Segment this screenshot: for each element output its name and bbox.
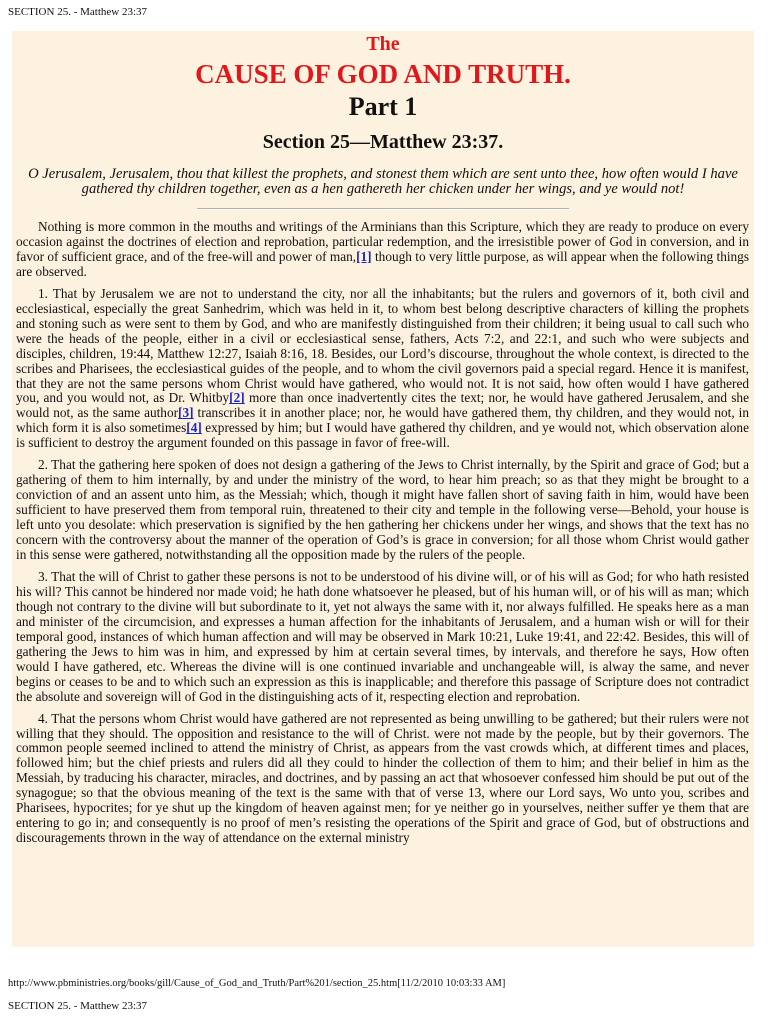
epigraph-end: ! — [679, 181, 685, 197]
document-page — [12, 31, 754, 947]
paragraph-text: though to very little purpose, as will appear when the following things are observed. — [16, 248, 750, 279]
footnote-link-4[interactable]: [4] — [186, 420, 202, 436]
paragraph-text: expressed by him; but I would have gathered thy children, and ye would not, which observation alone is sufficient to destroy the argument founded on this passage in favor of free-will. — [16, 420, 749, 451]
footnote-link-3[interactable]: [3] — [178, 405, 194, 421]
running-header-top: SECTION 25. - Matthew 23:37 — [8, 6, 148, 18]
paragraph-point-2 — [16, 458, 749, 563]
section-heading: Section 25—Matthew 23:37. — [262, 131, 504, 153]
epigraph-emphasis: not — [660, 181, 680, 197]
paragraph-text: more than once inadvertently cites the text; nor, he would have gathered Jerusalem, and she would not, as the same author — [16, 390, 749, 421]
book-title: CAUSE OF GOD AND TRUTH. — [195, 59, 571, 89]
epigraph-text: O Jerusalem, Jerusalem, thou that killest the prophets, and stonest them which are sent unto thee, how often would I have gathered thy children together, even as a hen gathereth her chicken under her wings, and ye would — [28, 166, 738, 197]
paragraph-text: 2. That the gathering here spoken of does not design a gathering of the Jews to Christ internally, by the Spirit and grace of God; but a gathering of them to him internally, by and under the ministry of the word, to hear him preach; so as that they might be brought to a conviction of and an assent unto him, as the Messiah; which, though it might have fallen short of saving faith in him, would have been sufficient to have preserved them from temporal ruin, threatened to their city and temple in the following verse—Behold, your house is left unto you desolate: which preservation is signified by the hen gathering her chickens under her wings, and shows that the text has no concern with the controversy about the manner of the operation of God’s is grace in conversion; for all those whom Christ would gather in this sense were gathered, notwithstanding all the opposition made by the rulers of the people. — [16, 457, 749, 563]
paragraph-text: Nothing is more common in the mouths and writings of the Arminians than this Scripture, which they are ready to produce on every occasion against the doctrines of election and reprobation, particular redemption, and the irresistible power of God in conversion, and in favor of sufficient grace, and of the free-will and power of man, — [16, 219, 749, 264]
paragraph-point-4 — [16, 712, 749, 847]
paragraph-text: 3. That the will of Christ to gather these persons is not to be understood of his divine will, or of his will as God; for who hath resisted his will? This cannot be hindered nor made void; he hath done whatsoever he pleased, but of his human will, or of his will as man; which though not contrary to the divine will but subordinate to it, yet not always the same with it, nor always fulfilled. He speaks here as a man and minister of the circumcision, and expresses a human affection for the inhabitants of Jerusalem, and a human wish or will for their temporal good, instances of which human affection and will may be observed in Mark 10:21, Luke 19:41, and 22:42. Besides, this will of gathering the Jews to him was in him, and expressed by him at certain several times, by intervals, and therefore he says, How often would I have gathered, etc. Whereas the divine will is one continued invariable and unchangeable will, is alway the same, and never begins or ceases to be and to which such an expression as this is inapplicable; and therefore this passage of Scripture does not contradict the absolute and sovereign will of God in the distinguishing acts of it, respecting election and reprobation. — [16, 568, 749, 704]
paragraph-text: 4. That the persons whom Christ would have gathered are not represented as being unwilling to be gathered; but their rulers were not willing that they should. The opposition and resistance to the will of Christ. were not made by the people, but by their governors. The common people seemed inclined to attend the ministry of Christ, as appears from the vast crowds which, at different times and places, followed him; but the chief priests and rulers did all they could to hinder the collection of them to him; and their belief in him as the Messiah, by traducing his character, miracles, and doctrines, and by passing an act that whosoever confessed him should be put out of the synagogue; so that the obvious meaning of the text is the same with that of verse 13, where our Lord says, Wo unto you, scribes and Pharisees, hypocrites; for ye shut up the kingdom of heaven against men; for ye neither go in yourselves, neither suffer ye them that are entering to go in; and consequently is no proof of men’s resisting the operations of the Spirit and grace of God, but of obstructions and discouragements thrown in the way of attendance on the external ministry — [16, 710, 749, 846]
footnote-link-1[interactable]: [1] — [356, 248, 372, 264]
paragraph-text: transcribes it in another place; nor, he would have gathered them, thy children, and they would not, in which form it is also sometimes — [16, 405, 749, 436]
running-header-bottom: SECTION 25. - Matthew 23:37 — [8, 1000, 148, 1012]
paragraph-point-3 — [16, 570, 749, 705]
source-url: http://www.pbministries.org/books/gill/Cause_of_God_and_Truth/Part%201/section_25.htm[11/2/2010 10:03:33 AM] — [8, 978, 506, 989]
title-the: The — [366, 33, 400, 55]
scripture-epigraph — [26, 167, 740, 197]
divider — [197, 208, 569, 210]
body-text — [16, 220, 749, 846]
part-heading: Part 1 — [348, 92, 418, 121]
paragraph-intro — [16, 220, 749, 280]
paragraph-point-1 — [16, 287, 749, 451]
paragraph-text: 1. That by Jerusalem we are not to understand the city, nor all the inhabitants; but the rulers and governors of it, both civil and ecclesiastical, especially the great Sanhedrim, which was held in it, to whom best belong descriptive characters of killing the prophets and stoning such as were sent to them by God, and who are manifestly distinguished from their children; it being usual to call such who were the heads of the people, either in a civil or ecclesiastical sense, fathers, Acts 7:2, and 22:1, and such who were subjects and disciples, children, 19:44, Matthew 12:27, Isaiah 8:16, 18. Besides, our Lord’s discourse, throughout the whole context, is directed to the scribes and Pharisees, the ecclesiastical guides of the people, and to whom the civil governors paid a special regard. Hence it is manifest, that they are not the same persons whom Christ would have gathered, who would not. It is not said, how often would I have gathered you, and you would not, as Dr. Whitby — [16, 285, 749, 406]
footnote-link-2[interactable]: [2] — [229, 390, 245, 406]
